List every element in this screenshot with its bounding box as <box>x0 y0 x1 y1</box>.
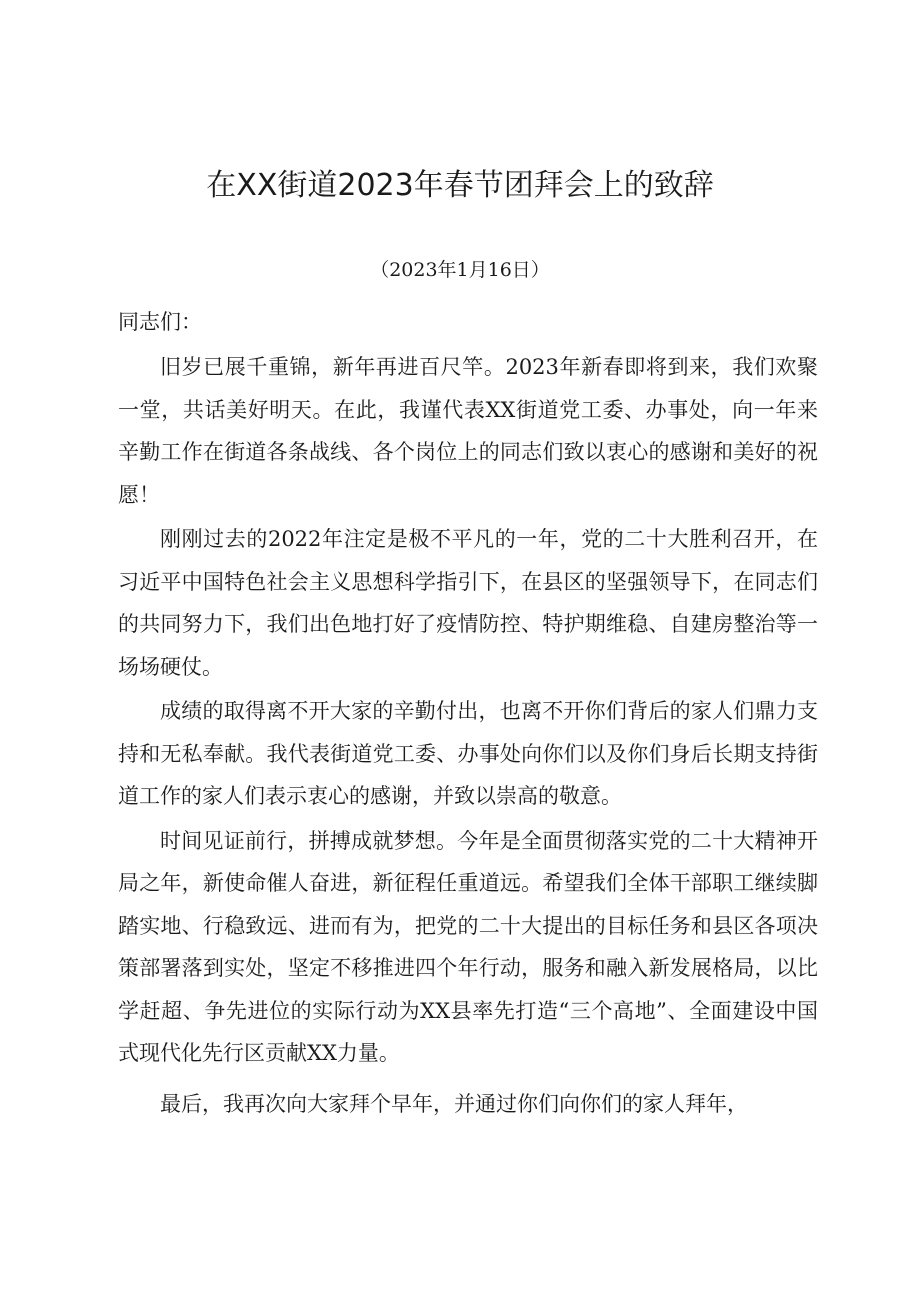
paragraph-3: 成绩的取得离不开大家的辛勤付出，也离不开你们背后的家人们鼎力支持和无私奉献。我代表街道党工委、办事处向你们以及你们身后长期支持街道工作的家人们表示衷心的感谢，并致以崇高的敬意。 <box>118 699 818 808</box>
document-title: 在XX街道2023年春节团拜会上的致辞 <box>206 168 714 203</box>
document-date: （2023年1月16日） <box>370 259 550 281</box>
document-body <box>118 300 818 1125</box>
paragraph-2: 刚刚过去的2022年注定是极不平凡的一年，党的二十大胜利召开，在习近平中国特色社会主义思想科学指引下，在县区的坚强领导下，在同志们的共同努力下，我们出色地打好了疫情防控、特护期维稳、自建房整治等一场场硬仗。 <box>118 527 818 679</box>
paragraph-5: 最后，我再次向大家拜个早年，并通过你们向你们的家人拜年， <box>160 1091 748 1116</box>
salutation: 同志们： <box>118 310 202 334</box>
paragraph-4: 时间见证前行，拼搏成就梦想。今年是全面贯彻落实党的二十大精神开局之年，新使命催人奋进，新征程任重道远。希望我们全体干部职工继续脚踏实地、行稳致远、进而有为，把党的二十大提出的目标任务和县区各项决策部署落到实处，坚定不移推进四个年行动，服务和融入新发展格局，以比学赶超、争先进位的实际行动为XX县率先打造“三个高地”、全面建设中国式现代化先行区贡献XX力量。 <box>118 828 818 1065</box>
paragraph-1: 旧岁已展千重锦，新年再进百尺竿。2023年新春即将到来，我们欢聚一堂，共话美好明天。在此，我谨代表XX街道党工委、办事处，向一年来辛勤工作在街道各条战线、各个岗位上的同志们致以衷心的感谢和美好的祝愿！ <box>118 355 818 507</box>
